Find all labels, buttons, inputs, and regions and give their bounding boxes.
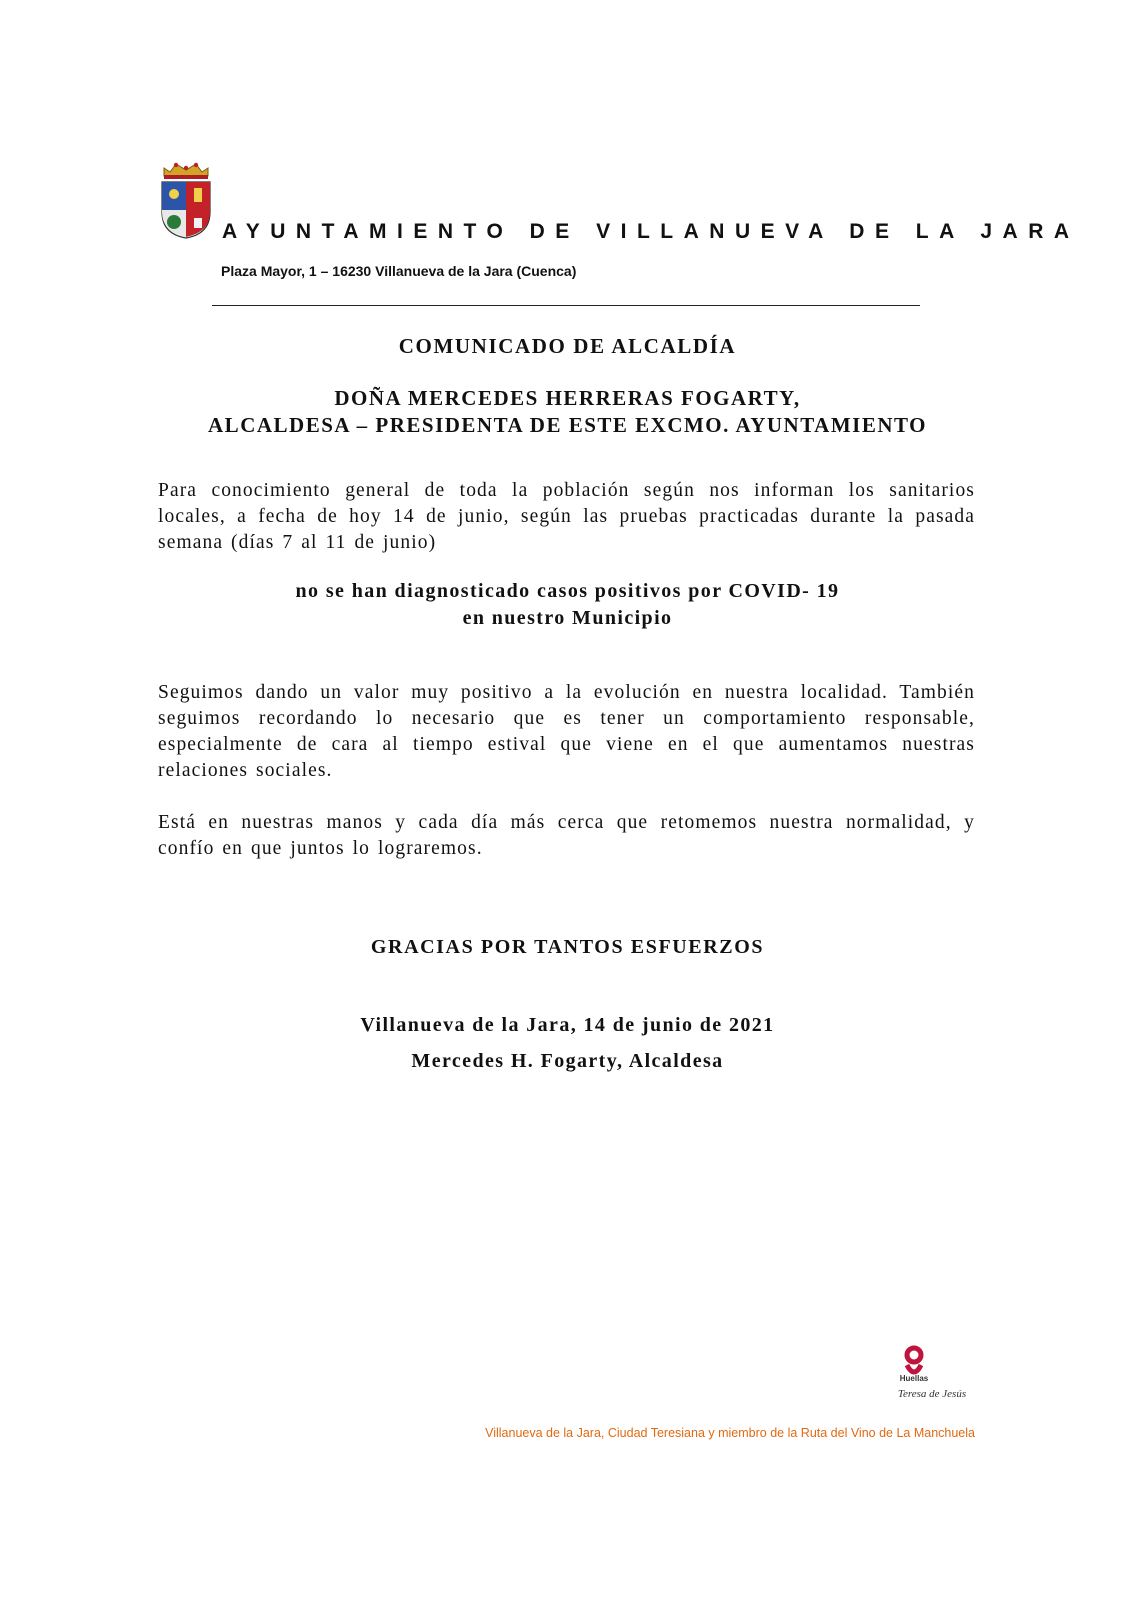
signer: Mercedes H. Fogarty, Alcaldesa bbox=[411, 1050, 724, 1072]
place-and-date: Villanueva de la Jara, 14 de junio de 2021 bbox=[360, 1014, 775, 1036]
paragraph-evolution: Seguimos dando un valor muy positivo a la evolución en nuestra localidad. También seguimos recordando lo necesario que es tener un comportamiento responsable, especialmente de cara al tiempo estival que viene en el que aumentamos nuestras relaciones sociales. bbox=[158, 682, 975, 781]
coat-of-arms-icon bbox=[158, 160, 214, 240]
paragraph-closing: Está en nuestras manos y cada día más cerca que retomemos nuestra normalidad, y confío en que juntos lo lograremos. bbox=[158, 812, 975, 859]
organization-name: AYUNTAMIENTO DE VILLANUEVA DE LA JARA bbox=[222, 220, 1080, 243]
highlight-statement bbox=[140, 578, 995, 632]
highlight-line-1: no se han diagnosticado casos positivos por COVID- 19 bbox=[295, 580, 840, 602]
header-divider bbox=[212, 305, 920, 306]
thanks-heading: GRACIAS POR TANTOS ESFUERZOS bbox=[370, 936, 765, 958]
huellas-logo-script: Teresa de Jesús bbox=[897, 1388, 967, 1400]
mayor-heading bbox=[140, 385, 995, 439]
highlight-line-2: en nuestro Municipio bbox=[462, 607, 673, 629]
mayor-title: ALCALDESA – PRESIDENTA DE ESTE EXCMO. AYUNTAMIENTO bbox=[208, 413, 927, 437]
footer-tagline: Villanueva de la Jara, Ciudad Teresiana y miembro de la Ruta del Vino de La Manchuela bbox=[485, 1426, 975, 1440]
document-title: COMUNICADO DE ALCALDÍA bbox=[398, 334, 737, 358]
huellas-mark bbox=[907, 1348, 921, 1372]
huellas-logo-label: Huellas bbox=[899, 1374, 929, 1383]
organization-address: Plaza Mayor, 1 – 16230 Villanueva de la Jara (Cuenca) bbox=[221, 263, 577, 279]
huellas-logo-icon bbox=[886, 1345, 976, 1415]
paragraph-intro: Para conocimiento general de toda la población según nos informan los sanitarios locales, a fecha de hoy 14 de junio, según las pruebas practicadas durante la pasada semana (días 7 al 11 de junio) bbox=[158, 480, 975, 553]
mayor-name: DOÑA MERCEDES HERRERAS FOGARTY, bbox=[334, 386, 801, 410]
